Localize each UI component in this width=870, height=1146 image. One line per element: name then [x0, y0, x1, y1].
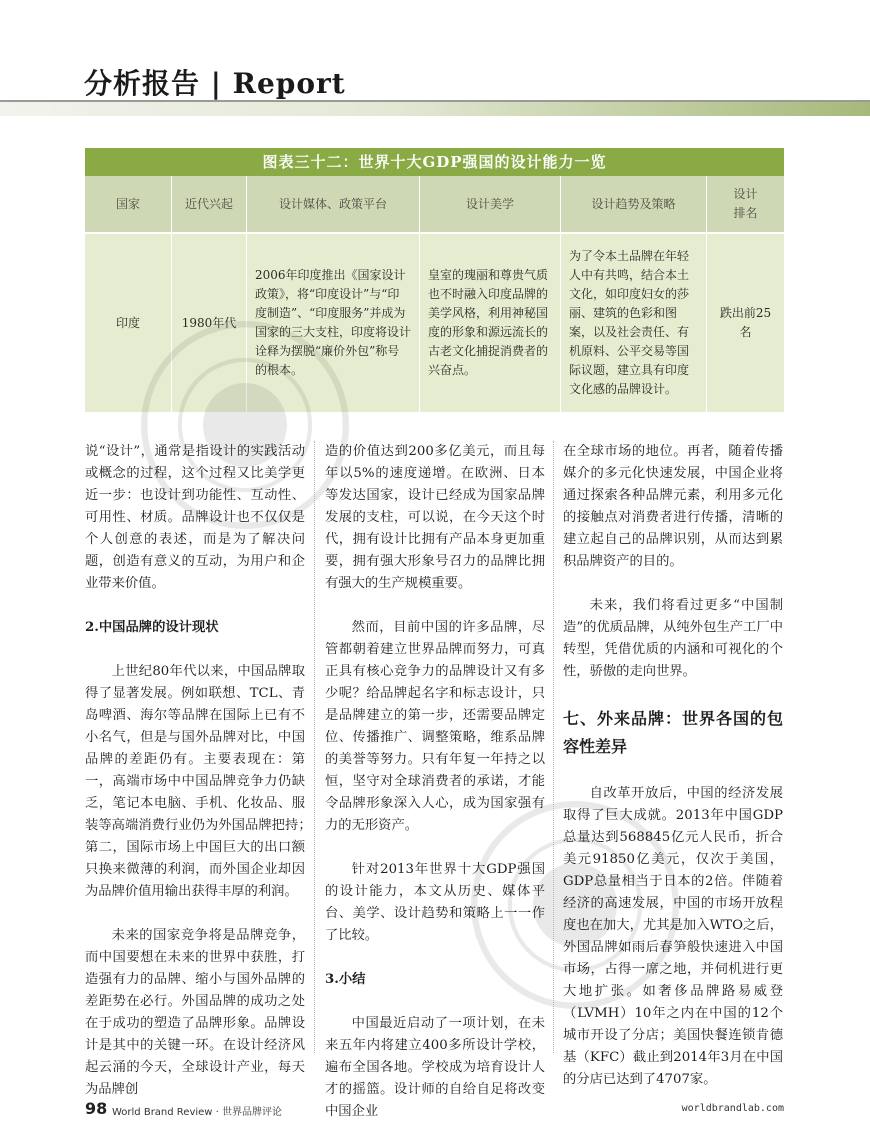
paragraph: 然而，目前中国的许多品牌，尽管都朝着建立世界品牌而努力，可真正具有核心竞争力的品牌设计又有多少呢？给品牌起名字和标志设计，只是品牌建立的第一步，还需要品牌定位、传播推广、调整策略，维系品牌的美誉等努力。只有年复一年持之以恒，坚守对全球消费者的承诺，才能令品牌形象深入人心，成为国家强有力的无形资产。 — [325, 620, 545, 833]
section-heading: 3.小结 — [325, 972, 366, 987]
paragraph: 上世纪80年代以来，中国品牌取得了显著发展。例如联想、TCL、青岛啤酒、海尔等品牌在国际上已有不小名气，但是与国外品牌对比，中国品牌的差距仍有。主要表现在：第一，高端市场中中国品牌竞争力仍缺乏，笔记本电脑、手机、化妆品、服装等高端消费行业仍为外国品牌把持； 第二，国际市场上中国巨大的出口额只换来微薄的利润，而外国企业却因为品牌价值用输出获得丰厚的利润。 — [85, 664, 319, 899]
page-section-title: 分析报告 | Report — [84, 67, 346, 100]
table-row — [85, 234, 784, 412]
paragraph: 自改革开放后，中国的经济发展取得了巨大成就。2013年中国GDP总量达到568845亿元人民币，折合美元91850亿美元，仅次于美国，GDP总量相当于日本的2倍。伴随着经济的高速发展，中国的市场开放程度也在加大，尤其是加入WTO之后，外国品牌如雨后春笋般快速进入中国市场，占得一席之地，并伺机进行更大地扩张。如奢侈品牌路易威登（LVMH）10年之内在中国的12个城市开设了分店；美国快餐连锁肯德基（KFC）截止到2014年3月在中国的分店已达到了4707家。 — [563, 786, 783, 1087]
publication-name: World Brand Review · 世界品牌评论 — [112, 1107, 283, 1118]
design-capability-table — [85, 148, 784, 412]
column-header-strategy: 设计趋势及策略 — [561, 176, 707, 232]
paragraph: 中国最近启动了一项计划，在未来五年内将建立400多所设计学校，遍布全国各地。学校成为培育设计人才的摇篮。设计师的自给自足将改变中国企业 — [325, 1016, 545, 1119]
header-gradient-bar — [0, 102, 870, 116]
paragraph: 说“设计”，通常是指设计的实践活动或概念的过程，这个过程又比美学更近一步：也设计到功能性、互动性、可用性、材质。品牌设计也不仅仅是个人创意的表述，而是为了解决问题，创造有意义的互动，为用户和企业带来价值。 — [85, 444, 305, 591]
cell-media: 2006年印度推出《国家设计政策》，将“印度设计”与“印度制造”、“印度服务”并成为国家的三大支柱，印度将设计诠释为摆脱“廉价外包”称号的根本。 — [247, 234, 420, 412]
paragraph: 未来的国家竞争将是品牌竞争，而中国要想在未来的世界中获胜，打造强有力的品牌、缩小与国外品牌的差距势在必行。外国品牌的成功之处在于成功的塑造了品牌形象。品牌设计是其中的关键一环。在设计经济风起云涌的今天，全球设计产业，每天为品牌创 — [85, 928, 305, 1097]
column-header-aesthetic: 设计美学 — [420, 176, 561, 232]
column-divider — [314, 441, 315, 1053]
column-header-rise: 近代兴起 — [172, 176, 247, 232]
section-heading: 2.中国品牌的设计现状 — [85, 620, 219, 635]
cell-aesthetic: 皇室的瑰丽和尊贵气质也不时融入印度品牌的美学风格，利用神秘国度的形象和源远流长的古老文化捕捉消费者的兴奋点。 — [420, 234, 561, 412]
site-url: worldbrandlab.com — [681, 1103, 784, 1114]
page-number: 98 — [85, 1099, 108, 1118]
column-header-country: 国家 — [85, 176, 172, 232]
column-header-media: 设计媒体、政策平台 — [247, 176, 420, 232]
table-title: 图表三十二：世界十大GDP强国的设计能力一览 — [85, 148, 784, 176]
cell-country: 印度 — [85, 234, 172, 412]
column-header-rank: 设计 排名 — [733, 187, 758, 220]
paragraph: 在全球市场的地位。再者，随着传播媒介的多元化快速发展，中国企业将通过探索各种品牌元素，利用多元化的接触点对消费者进行传播，清晰的建立起自己的品牌识别，从而达到累积品牌资产的目的。 — [563, 444, 783, 569]
article-column-2 — [325, 441, 545, 1123]
cell-rise: 1980年代 — [172, 234, 247, 412]
chapter-heading: 七、外来品牌：世界各国的包容性差异 — [563, 709, 783, 756]
article-column-1 — [85, 441, 319, 1101]
article-column-3 — [563, 441, 783, 1091]
cell-strategy: 为了令本土品牌在年轻人中有共鸣，结合本土文化，如印度妇女的莎丽、建筑的色彩和图案，以及社会责任、有机原料、公平交易等国际议题，建立具有印度文化感的品牌设计。 — [561, 234, 707, 412]
table-header-row — [85, 176, 784, 232]
column-divider — [553, 441, 554, 1053]
cell-rank: 跌出前25名 — [719, 306, 772, 339]
paragraph: 针对2013年世界十大GDP强国的设计能力，本文从历史、媒体平台、美学、设计趋势和策略上一一作了比较。 — [325, 862, 545, 943]
paragraph: 造的价值达到200多亿美元，而且每年以5%的速度递增。在欧洲、日本等发达国家，设计已经成为国家品牌发展的支柱，可以说，在今天这个时代，拥有设计比拥有产品本身更加重要，拥有强大形象号召力的品牌比拥有强大的生产规模重要。 — [325, 444, 545, 591]
paragraph: 未来，我们将看过更多“中国制造”的优质品牌，从纯外包生产工厂中转型，凭借优质的内涵和可视化的个性，骄傲的走向世界。 — [563, 598, 783, 679]
